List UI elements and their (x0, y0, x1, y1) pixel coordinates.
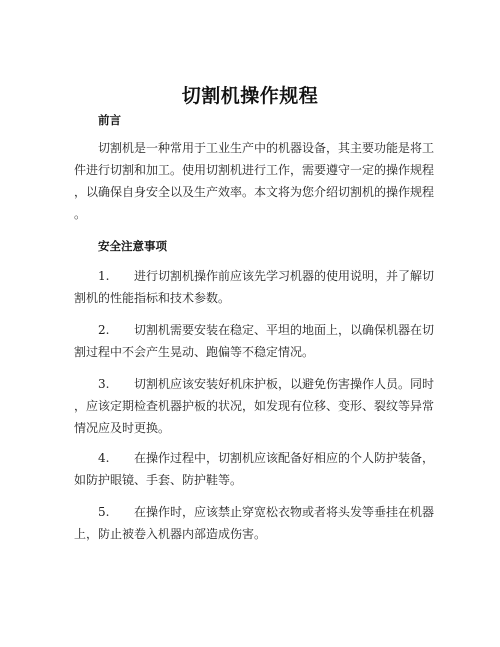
preface-heading: 前言 (98, 113, 121, 127)
preface-paragraph (74, 137, 435, 225)
preface-line: ，以确保自身安全以及生产效率。本文将为您介绍切割机的操作规程 (74, 185, 435, 199)
item-text: 切割机需要安装在稳定、平坦的地面上，以确保机器在切 (134, 323, 435, 337)
item-text: 进行切割机操作前应该先学习机器的使用说明，并了解切 (134, 269, 435, 283)
item-text: 割机的性能指标和技术参数。 (74, 291, 231, 305)
item-number: 3. (98, 377, 110, 391)
safety-item-4 (74, 447, 435, 491)
item-text: 如防护眼镜、手套、防护鞋等。 (74, 473, 243, 487)
preface-line: 切割机是一种常用于工业生产中的机器设备，其主要功能是将工 (98, 141, 435, 155)
safety-item-5 (74, 501, 435, 545)
document-title: 切割机操作规程 (181, 85, 319, 107)
preface-line: 。 (74, 207, 87, 221)
preface-line: 件进行切割和加工。使用切割机进行工作，需要遵守一定的操作规程 (74, 163, 435, 177)
item-text: 上，防止被卷入机器内部造成伤害。 (74, 527, 267, 541)
item-number: 5. (98, 505, 110, 519)
safety-item-1 (74, 265, 435, 309)
item-text: 切割机应该安装好机床护板，以避免伤害操作人员。同时 (134, 377, 435, 391)
safety-heading: 安全注意事项 (98, 239, 167, 253)
item-text: 割过程中不会产生晃动、跑偏等不稳定情况。 (74, 345, 315, 359)
safety-item-3 (74, 373, 435, 439)
safety-item-2 (74, 319, 435, 363)
item-text: 情况应及时更换。 (74, 421, 171, 435)
item-number: 4. (98, 451, 110, 465)
item-number: 2. (98, 323, 110, 337)
item-text: 在操作时，应该禁止穿宽松衣物或者将头发等垂挂在机器 (134, 505, 435, 519)
item-number: 1. (98, 269, 110, 283)
item-text: ，应该定期检查机器护板的状况，如发现有位移、变形、裂纹等异常 (74, 399, 435, 413)
item-text: 在操作过程中，切割机应该配备好相应的个人防护装备， (134, 451, 435, 465)
